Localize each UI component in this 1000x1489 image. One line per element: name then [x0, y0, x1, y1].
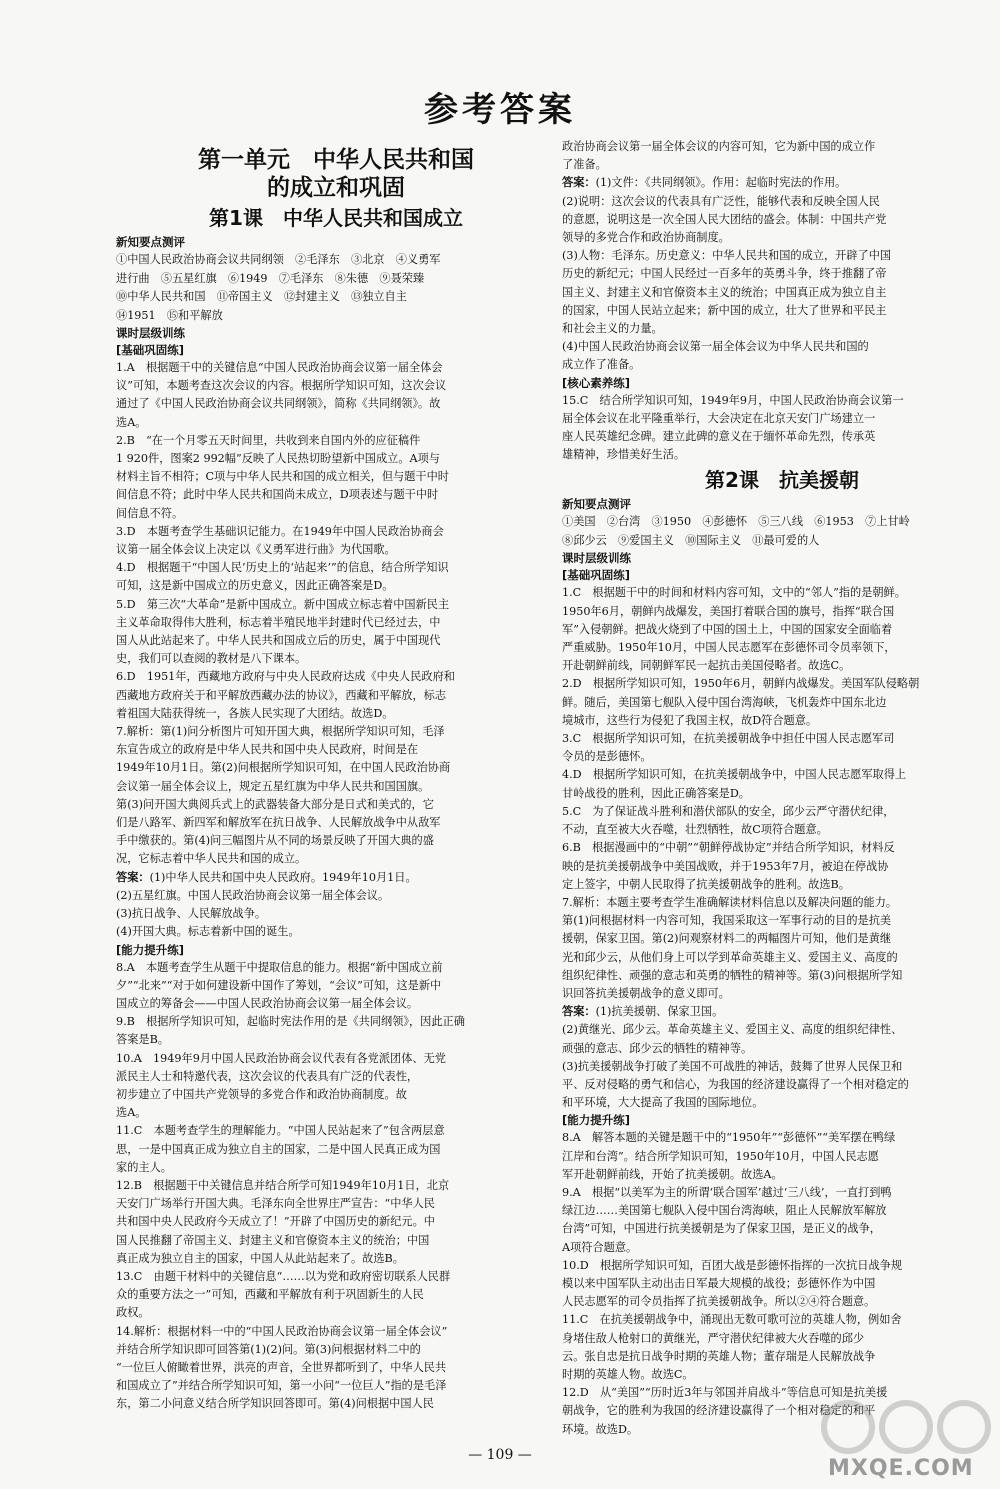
ability-practice-heading: [能力提升练] — [116, 942, 185, 957]
right-column — [562, 138, 1000, 1439]
text-line: 第(1)问根据材料一内容可知，我国采取这一军事行动的目的是抗美 — [562, 914, 892, 928]
text-line: 5.D 第三次“大革命”是新中国成立。新中国成立标志着中国新民主 — [116, 597, 450, 611]
text-line: 领导的多党合作和政治协商制度。 — [562, 231, 730, 245]
text-line: 的国家，中国人民站立起来；新中国的成立，壮大了世界和平民主 — [562, 303, 887, 317]
text-line: 夕”“北来”“对于如何建设新中国作了筹划，“会议”可知，这是新中 — [116, 978, 442, 992]
text-line: 10.A 1949年9月中国人民政治协商会议代表有各党派团体、无党 — [116, 1051, 446, 1065]
text-line: 座人民英雄纪念碑。建立此碑的意义在于缅怀革命先烈，传承英 — [562, 430, 876, 444]
text-line: 和社会主义的力量。 — [562, 322, 663, 336]
kp-line: 进行曲 ⑤五星红旗 ⑥1949 ⑦毛泽东 ⑧朱德 ⑨聂荣臻 — [116, 271, 425, 285]
text-line: 答案是B。 — [116, 1033, 169, 1047]
left-column — [116, 138, 556, 1414]
text-line: 选A。 — [116, 1106, 147, 1120]
answer-label: 答案： — [562, 1005, 596, 1019]
text-line: 识回答抗美援朝战争的意义即可。 — [562, 986, 730, 1000]
text-line: 国成立的筹备会——中国人民政治协商会议第一届全体会议。 — [116, 996, 419, 1010]
text-line: 台湾”可知，中国进行抗美援朝是为了保家卫国，是正义的战争， — [562, 1222, 881, 1236]
text-line: 间信息不符。 — [116, 506, 184, 520]
text-line: 历史的新纪元；中国人民经过一百多年的英勇斗争，终于推翻了帝 — [562, 267, 887, 281]
knowledge-points-1 — [116, 251, 556, 325]
text-line: 14.解析：根据材料一中的“中国人民政治协商会议第一届全体会议” — [116, 1324, 448, 1338]
text-line: 模以来中国军队主动出击日军最大规模的战役；彭德怀作为中国 — [562, 1276, 876, 1290]
text-line: 思，一是中国真正成为独立自主的国家，二是中国人民真正成为国 — [116, 1142, 441, 1156]
text-line: 7.解析：第(1)问分析图片可知开国大典，根据所学知识可知，毛泽 — [116, 725, 445, 739]
basic-practice-heading: [基础巩固练] — [116, 343, 185, 357]
text-line: 身堵住敌人枪射口的黄继光，严守潜伏纪律被大火吞噬的邱少 — [562, 1331, 865, 1345]
text-line: 7.解析：本题主要考查学生准确解读材料信息以及解决问题的能力。 — [562, 895, 898, 909]
text-line: 开赴朝鲜前线，同朝鲜军民一起抗击美国侵略者。故选C。 — [562, 659, 851, 673]
q14-answer — [562, 174, 1000, 374]
text-line: 众的重要方法之一”可知，西藏和平解放有利于巩固新生的人民 — [116, 1288, 424, 1302]
text-line: 4.D 根据题干“中国人民’历史上的‘站起来’”的信息，结合所学知识 — [116, 561, 449, 575]
text-line: 6.D 1951年，西藏地方政府与中央人民政府达成《中央人民政府和 — [116, 670, 455, 684]
kp-line: ⑭1951 ⑮和平解放 — [116, 308, 223, 322]
kp-line: ①中国人民政治协商会议共同纲领 ②毛泽东 ③北京 ④义勇军 — [116, 253, 441, 266]
text-line: 不动，直至被大火吞噬，壮烈牺牲，故C项符合题意。 — [562, 823, 828, 837]
text-line: 着祖国大陆获得统一，各族人民实现了大团结。故选D。 — [116, 706, 394, 720]
text-line: 政权。 — [116, 1306, 150, 1320]
text-line: 映的是抗美援朝战争中美国战败，并于1953年7月，被迫在停战协 — [562, 859, 889, 873]
text-line: 5.C 为了保证战斗胜利和潜伏部队的安全，邱少云严守潜伏纪律， — [562, 804, 895, 818]
text-line: “一位巨人俯瞰着世界，洪亮的声音，全世界都听到了，中华人民共 — [116, 1360, 447, 1374]
unit-title-line-2: 的成立和巩固 — [267, 175, 405, 201]
ability-practice-heading: [能力提升练] — [562, 1113, 631, 1128]
training-heading: 课时层级训练 — [562, 551, 631, 566]
text-line: 通过了《中国人民政治协商会议共同纲领》，简称《共同纲领》。故 — [116, 397, 441, 411]
text-line: 政治协商会议第一届全体会议的内容可知，它为新中国的成立作 — [562, 140, 876, 153]
text-line: 天安门广场举行开国大典。毛泽东向全世界庄严宣告：“中华人民 — [116, 1197, 435, 1211]
text-line: 定上签字，中朝人民取得了抗美援朝战争的胜利。故选B。 — [562, 877, 850, 891]
text-line: 西藏地方政府关于和平解放西藏办法的协议》，西藏和平解放，标志 — [116, 688, 447, 702]
text-line: 国人民推翻了帝国主义、封建主义和官僚资本主义的统治；中国 — [116, 1233, 430, 1247]
answer-line: (3)抗日战争、人民解放战争。 — [116, 907, 267, 921]
text-line: 2.B “在一个月零五天时间里，共收到来自国内外的应征稿件 — [116, 433, 421, 447]
text-line: 8.A 本题考查学生从题干中提取信息的能力。根据“新中国成立前 — [116, 960, 443, 974]
q7-answer — [116, 869, 556, 942]
text-line: 了准备。 — [562, 158, 607, 172]
text-line: 3.D 本题考查学生基础识记能力。在1949年中国人民政治协商会 — [116, 524, 444, 538]
text-line: 国主义、封建主义和官僚资本主义的统治；中国真正成为独立自主 — [562, 285, 887, 299]
continued-text — [562, 138, 1000, 174]
text-line: 9.B 根据所学知识可知，起临时宪法作用的是《共同纲领》，因此正确 — [116, 1015, 465, 1029]
text-line: 境城市，这些行为侵犯了我国主权，故D符合题意。 — [562, 713, 818, 727]
text-line: 1949年10月1日。第(2)问根据所学知识可知，在中国人民政治协商 — [116, 761, 451, 775]
text-line: 11.C 在抗美援朝战争中，涌现出无数可歌可泣的英雄人物，例如舍 — [562, 1313, 902, 1327]
text-line: 东，第二小问意义结合所学知识回答即可。第(4)问根据中国人民 — [116, 1397, 434, 1411]
text-line: 选A。 — [116, 415, 147, 429]
text-line: (3)抗美援朝战争打破了美国不可战胜的神话，鼓舞了世界人民保卫和 — [562, 1059, 903, 1073]
text-line: 和平环境，大大提高了我国的国际地位。 — [562, 1096, 764, 1110]
answer-line: (1)抗美援朝、保家卫国。 — [595, 1005, 724, 1019]
q7-answer — [562, 1003, 1000, 1112]
page-title: 参考答案 — [424, 90, 576, 130]
text-line: 史，我们可以查阅的教材是八下课本。 — [116, 652, 307, 666]
answer-line: (2)五星红旗。中国人民政治协商会议第一届全体会议。 — [116, 888, 390, 902]
kp-line: ⑩中华人民共和国 ⑪帝国主义 ⑫封建主义 ⑬独立自主 — [116, 290, 407, 303]
text-line: 光和邱少云，从他们身上可以学到革命英雄主义、爱国主义、高度的 — [562, 950, 898, 964]
text-line: 时期的英雄人物。故选C。 — [562, 1367, 694, 1381]
text-line: 第(3)问开国大典阅兵式上的武器装备大部分是日式和美式的，它 — [116, 797, 434, 811]
text-line: (3)人物：毛泽东。历史意义：中华人民共和国的成立，开辟了中国 — [562, 249, 892, 263]
text-line: 10.D 根据所学知识可知，百团大战是彭德怀指挥的一次抗日战争规 — [562, 1258, 903, 1272]
text-line: 8.A 解答本题的关键是题干中的“1950年”“彭德怀”“美军摆在鸭绿 — [562, 1131, 896, 1145]
text-line: 12.D 从“美国”“历时近3年与邻国并肩战斗”等信息可知是抗美援 — [562, 1386, 888, 1400]
text-line: 云。张自忠是抗日战争时期的英雄人物；董存瑞是人民解放战争 — [562, 1349, 876, 1363]
text-line: 组织纪律性、顽强的意志和英勇的牺牲的精神等。第(3)问根据所学知 — [562, 968, 903, 982]
answer-lines — [562, 193, 1000, 375]
text-line: 严重威胁。1950年10月，中国人民志愿军在彭德怀司令员率领下， — [562, 641, 896, 655]
text-line: 环境。故选D。 — [562, 1422, 639, 1436]
text-line: 主义革命取得伟大胜利，标志着半殖民地半封建时代已经过去，中 — [116, 615, 441, 629]
text-line: 家的主人。 — [116, 1160, 172, 1174]
text-line: 成立作了准备。 — [562, 358, 641, 372]
lesson-2-title: 第2课 抗美援朝 — [705, 468, 859, 493]
knowledge-points-2 — [562, 513, 1000, 550]
text-line: 1 920件，图案2 992幅”反映了人民热切盼望新中国成立。A项与 — [116, 452, 440, 466]
text-line: 届全体会议在北平隆重举行，大会决定在北京天安门广场建立一 — [562, 411, 876, 425]
text-line: 并结合所学知识即可回答第(1)(2)问。第(3)问根据材料二中的 — [116, 1342, 421, 1356]
unit-title — [116, 146, 556, 202]
basic-practice-heading: [基础巩固练] — [562, 568, 631, 583]
page-number: — 109 — — [468, 1447, 532, 1463]
text-line: 派民主人士和特邀代表，这次会议的代表具有广泛的代表性， — [116, 1069, 419, 1083]
text-line: 甘岭战役的胜利，因此正确答案是D。 — [562, 786, 750, 800]
answer-label: 答案： — [116, 870, 150, 884]
text-line: 军”入侵朝鲜。把战火烧到了中国的国土上，中国的国家安全面临着 — [562, 622, 893, 636]
text-line: 4.D 根据所学知识可知，在抗美援朝战争中，中国人民志愿军取得上 — [562, 768, 907, 782]
text-line: 况，它标志着中华人民共和国的成立。 — [116, 852, 307, 866]
knowledge-points-heading: 新知要点测评 — [116, 235, 185, 249]
text-line: (2)黄继光、邱少云。革命英雄主义、爱国主义、高度的组织纪律性、 — [562, 1023, 903, 1037]
unit-title-line-1: 第一单元 中华人民共和国 — [198, 147, 474, 173]
text-line: 雄精神，珍惜美好生活。 — [562, 448, 686, 462]
text-line: 江岸和台湾”。结合所学知识可知，1950年10月，中国人民志愿 — [562, 1149, 879, 1163]
text-line: 的意愿，说明这是一次全国人民大团结的盛会。体制：中国共产党 — [562, 212, 887, 226]
text-line: 1.C 根据题干中的时间和材料内容可知，文中的“邻人”指的是朝鲜。 — [562, 586, 906, 600]
text-line: 平、反对侵略的勇气和信心，为我国的经济建设赢得了一个相对稳定的 — [562, 1077, 909, 1091]
text-line: 手中缴获的。第(4)问三幅图片从不同的场景反映了开国大典的盛 — [116, 834, 434, 848]
text-line: 材料主旨不相符；C项与中华人民共和国的成立相关，但与题干中时 — [116, 470, 449, 484]
text-line: 们是八路军、新四军和解放军在抗日战争、人民解放战争中从敌军 — [116, 816, 441, 830]
text-line: 顽强的意志、邱少云的牺牲的精神等。 — [562, 1041, 753, 1055]
text-line: 11.C 本题考查学生的理解能力。“中国人民站起来了”包含两层意 — [116, 1124, 445, 1138]
text-line: 人民志愿军的司令员指挥了抗美援朝战争。所以②④符合题意。 — [562, 1295, 876, 1309]
text-line: 议”可知，本题考查这次会议的内容。根据所学知识可知，这次会议 — [116, 379, 447, 393]
text-line: 3.C 根据所学知识可知，在抗美援朝战争中担任中国人民志愿军司 — [562, 732, 895, 746]
text-line: 国人从此站起来了。中华人民共和国成立后的历史，属于中国现代 — [116, 634, 441, 648]
core-literacy-answers — [562, 392, 1000, 465]
answer-line: (1)中华人民共和国中央人民政府。1949年10月1日。 — [149, 870, 417, 884]
text-line: (2)说明：这次会议的代表具有广泛性，能够代表和反映全国人民 — [562, 194, 880, 208]
text-line: 初步建立了中国共产党领导的多党合作和政治协商制度。故 — [116, 1087, 407, 1101]
text-line: 援朝，保家卫国。第(2)问观察材料二的两幅图片可知，他们是黄继 — [562, 932, 892, 946]
basic-practice-answers — [562, 584, 1000, 1003]
text-line: 6.B 根据漫画中的“中朝”“朝鲜停战协定”并结合所学知识，材料反 — [562, 841, 895, 855]
text-line: 军开赴朝鲜前线，开始了抗美援朝。故选A。 — [562, 1167, 783, 1181]
text-line: (4)中国人民政治协商会议第一届全体会议为中华人民共和国的 — [562, 340, 869, 354]
answer-lines — [562, 1021, 1000, 1112]
watermark-text: MXQE.COM — [828, 1456, 974, 1481]
text-line: 间信息不符；此时中华人民共和国尚未成立，D项表述与题干中时 — [116, 488, 439, 502]
kp-line: ⑧邱少云 ⑨爱国主义 ⑩国际主义 ⑪最可爱的人 — [562, 533, 820, 547]
answer-line: (1)文件：《共同纲领》。作用：起临时宪法的作用。 — [595, 176, 847, 190]
ability-practice-answers — [116, 959, 556, 1414]
text-line: A项符合题意。 — [562, 1240, 638, 1254]
text-line: 共和国中央人民政府今天成立了！”开辟了中国历史的新纪元。中 — [116, 1215, 435, 1229]
text-line: 13.C 由题干材料中的关键信息“……以为党和政府密切联系人民群 — [116, 1269, 451, 1283]
text-line: 令员的是彭德怀。 — [562, 750, 652, 764]
text-line: 议第一届全体会议上决定以《义勇军进行曲》为代国歌。 — [116, 543, 396, 557]
text-line: 绿江边……美国第七舰队入侵中国台湾海峡，阻止人民解放军解放 — [562, 1204, 887, 1218]
kp-line: ①美国 ②台湾 ③1950 ④彭德怀 ⑤三八线 ⑥1953 ⑦上甘岭 — [562, 515, 910, 529]
text-line: 鲜。随后，美国第七舰队入侵中国台湾海峡，飞机轰炸中国东北边 — [562, 695, 887, 709]
training-heading: 课时层级训练 — [116, 326, 185, 340]
core-literacy-heading: [核心素养练] — [562, 375, 631, 390]
text-line: 1.A 根据题干中的关键信息“中国人民政治协商会议第一届全体会 — [116, 361, 443, 374]
text-line: 朝战争，它的胜利为我国的经济建设赢得了一个相对稳定的和平 — [562, 1404, 876, 1418]
text-line: 15.C 结合所学知识可知，1949年9月，中国人民政治协商会议第一 — [562, 393, 904, 407]
text-line: 和国成立了”并结合所学知识可知，第一小问“一位巨人”指的是毛泽 — [116, 1379, 447, 1393]
text-line: 会议第一届全体会议上，规定五星红旗为中华人民共和国国旗。 — [116, 779, 430, 793]
text-line: 可知，这是新中国成立的历史意义，因此正确答案是D。 — [116, 579, 394, 593]
text-line: 1950年6月，朝鲜内战爆发，美国打着联合国的旗号，指挥“联合国 — [562, 604, 895, 618]
text-line: 12.B 根据题干中关键信息并结合所学可知1949年10月1日，北京 — [116, 1178, 450, 1192]
text-line: 真正成为独立自主的国家，中国人从此站起来了。故选B。 — [116, 1251, 404, 1265]
lesson-1-title: 第1课 中华人民共和国成立 — [209, 206, 463, 230]
text-line: 东宣告成立的政府是中华人民共和国中央人民政府，时间是在 — [116, 743, 419, 757]
text-line: 2.D 根据所学知识可知，1950年6月，朝鲜内战爆发。美国军队侵略朝 — [562, 677, 920, 691]
knowledge-points-heading: 新知要点测评 — [562, 497, 631, 512]
basic-practice-answers — [116, 359, 556, 869]
answer-line: (4)开国大典。标志着新中国的诞生。 — [116, 925, 300, 939]
text-line: 9.A 根据“以美军为主的所谓‘联合国军’越过‘三八线’，一直打到鸭 — [562, 1185, 892, 1199]
answer-label: 答案： — [562, 176, 596, 190]
